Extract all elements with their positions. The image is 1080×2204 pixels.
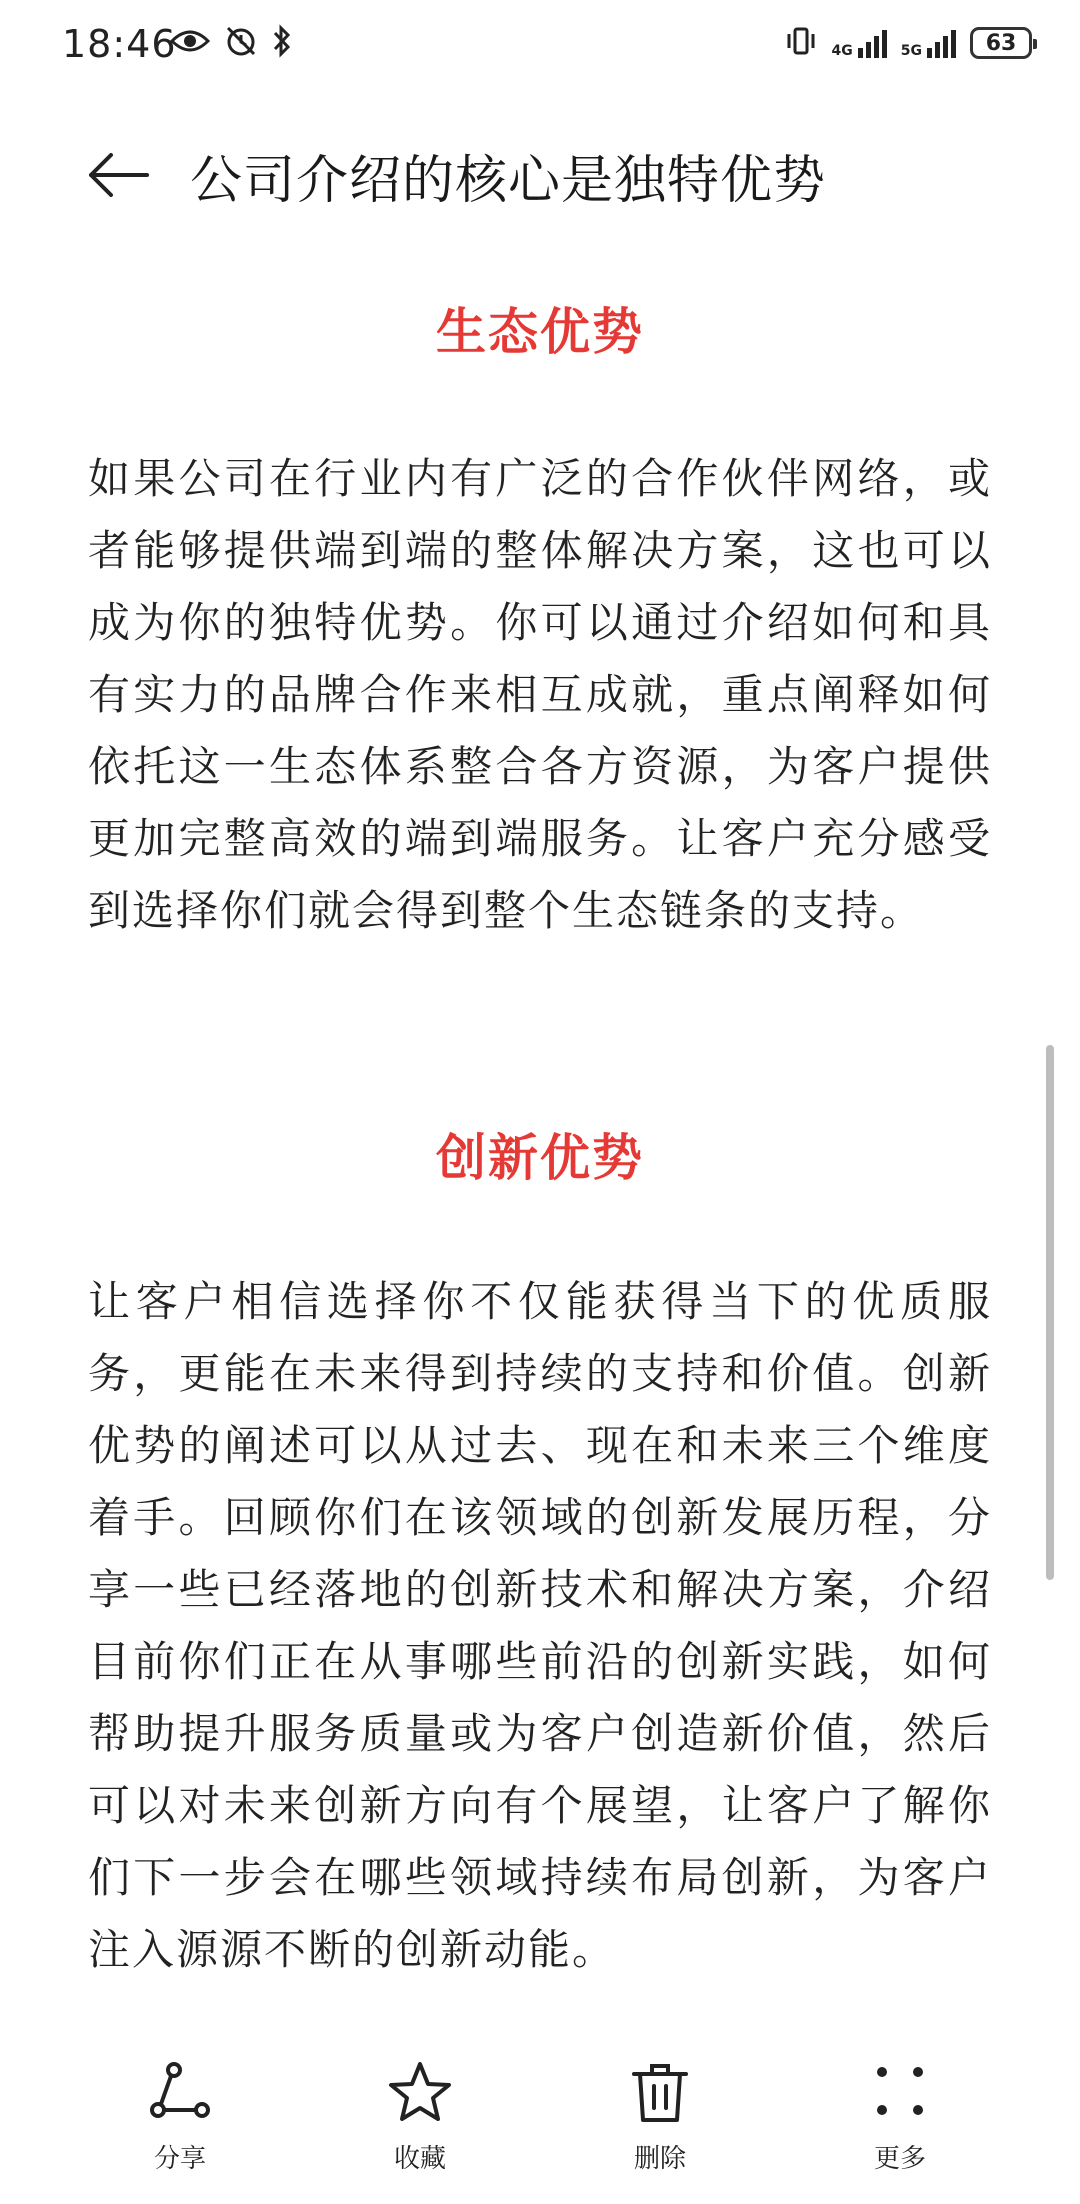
section-heading-innovation: 创新优势 [436,1129,644,1187]
signal-bars-icon [857,28,887,58]
network-label-2: 5G [900,43,922,59]
delete-button[interactable] [580,2060,740,2204]
favorite-label: 收藏 [393,2144,446,2174]
status-bar [0,0,1080,96]
share-icon [148,2060,212,2124]
share-button[interactable] [100,2060,260,2204]
share-label: 分享 [153,2144,206,2174]
bottom-toolbar [0,2060,1080,2204]
signal-1 [832,28,887,58]
signal-2 [901,28,956,58]
header [0,112,1080,232]
section-body-innovation: 让客户相信选择你不仅能获得当下的优质服务，更能在未来得到持续的支持和价值。创新优势的阐述可以从过去、现在和未来三个维度着手。回顾你们在该领域的创新发展历程，分享一些已经落地的创新技术和解决方案，介绍目前你们正在从事哪些前沿的创新实践，如何帮助提升服务质量或为客户创造新价值，然后可以对未来创新方向有个展望，让客户了解你们下一步会在哪些领域持续布局创新，为客户注入源源不断的创新动能。 [88,1277,992,1974]
star-icon [388,2060,452,2124]
status-time: 18:46 [62,22,177,66]
more-label: 更多 [873,2144,926,2174]
status-left-icons [170,24,292,62]
back-button[interactable] [84,140,154,210]
status-right-icons [784,24,1032,62]
favorite-button[interactable] [340,2060,500,2204]
bluetooth-icon [272,24,292,62]
more-button[interactable] [820,2060,980,2204]
more-dots-icon [868,2060,932,2124]
page-title: 公司介绍的核心是独特优势 [190,151,827,211]
section-body-ecosystem: 如果公司在行业内有广泛的合作伙伴网络，或者能够提供端到端的整体解决方案，这也可以成为你的独特优势。你可以通过介绍如何和具有实力的品牌合作来相互成就，重点阐释如何依托这一生态体系整合各方资源，为客户提供更加完整高效的端到端服务。让客户充分感受到选择你们就会得到整个生态链条的支持。 [88,454,992,935]
trash-icon [628,2060,692,2124]
arrow-left-icon [89,153,149,197]
delete-label: 删除 [633,2144,686,2174]
vibrate-icon [784,24,818,62]
alarm-off-icon [224,24,258,62]
scrollbar[interactable] [1046,1045,1054,1580]
battery-indicator: 63 [970,27,1032,59]
eye-icon [170,26,210,60]
network-label-1: 4G [831,43,853,59]
section-heading-ecosystem: 生态优势 [436,303,644,361]
signal-bars-icon [926,28,956,58]
